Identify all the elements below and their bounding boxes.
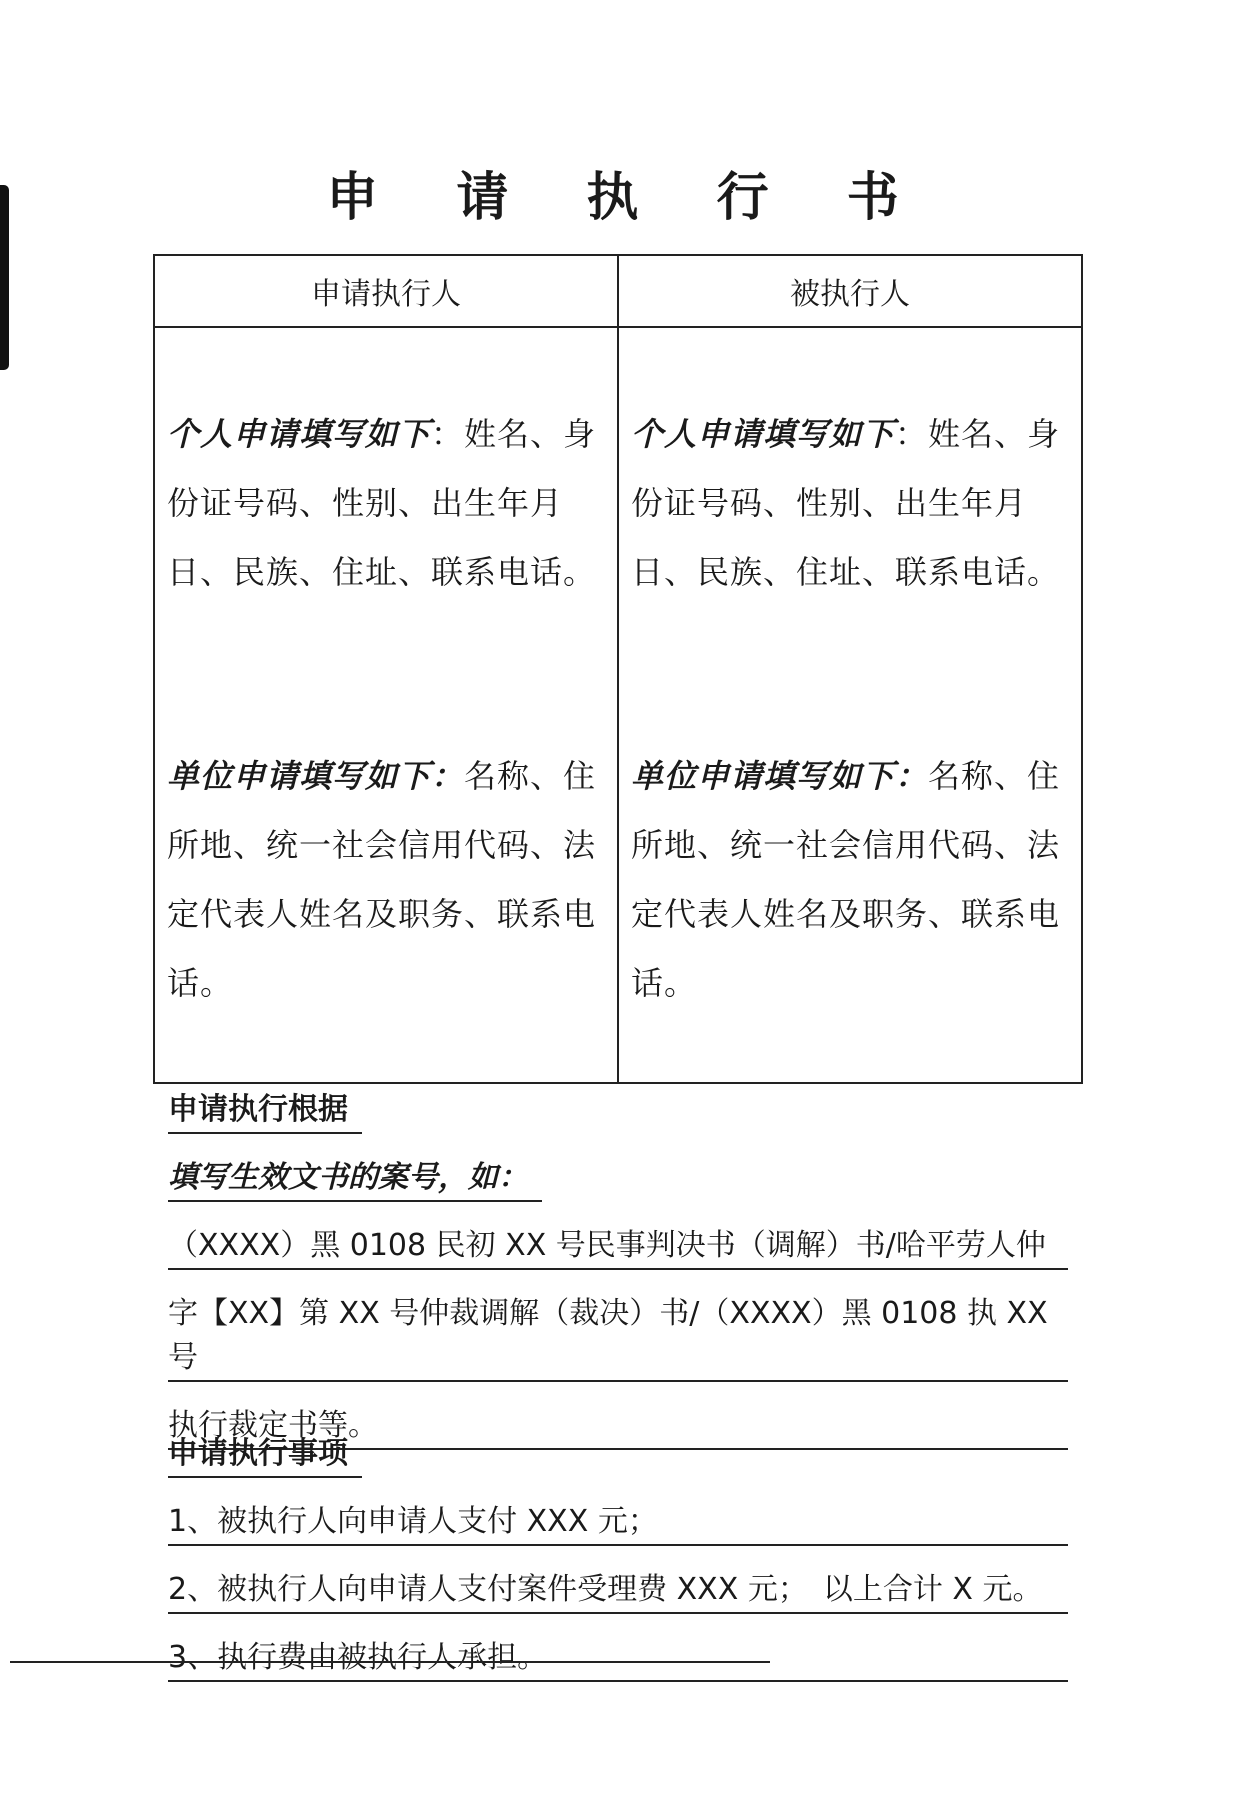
basis-instruction: 填写生效文书的案号，如：	[168, 1156, 542, 1202]
matters-heading: 申请执行事项	[168, 1432, 362, 1478]
applicant-cell	[154, 327, 618, 1083]
applicant-individual-lead: 个人申请填写如下	[167, 415, 432, 453]
basis-line-3: 执行裁定书等。	[168, 1404, 1068, 1450]
applicant-org-lead: 单位申请填写如下：	[167, 757, 465, 795]
respondent-individual-text: ：姓名、身份证号码、性别、出生年月日、民族、住址、联系电话。	[631, 415, 1061, 591]
matters-item-1: 1、被执行人向申请人支付 XXX 元；	[168, 1500, 1068, 1546]
table-header-row	[154, 255, 1082, 327]
matters-item-2: 2、被执行人向申请人支付案件受理费 XXX 元； 以上合计 X 元。	[168, 1568, 1068, 1614]
document-title: 申 请 执 行 书	[326, 167, 929, 228]
applicant-org-block	[167, 742, 605, 1018]
respondent-header: 被执行人	[618, 255, 1082, 327]
basis-line-2: 字【XX】第 XX 号仲裁调解（裁决）书/（XXXX）黑 0108 执 XX 号	[168, 1292, 1068, 1382]
respondent-individual-block	[631, 400, 1069, 607]
respondent-org-block	[631, 742, 1069, 1018]
basis-section	[168, 1088, 1068, 1450]
respondent-individual-lead: 个人申请填写如下	[631, 415, 896, 453]
respondent-org-text: 名称、住所地、统一社会信用代码、法定代表人姓名及职务、联系电话。	[631, 757, 1061, 1002]
applicant-individual-text: ：姓名、身份证号码、性别、出生年月日、民族、住址、联系电话。	[167, 415, 597, 591]
table-body-row	[154, 327, 1082, 1083]
basis-heading: 申请执行根据	[168, 1088, 362, 1134]
respondent-cell	[618, 327, 1082, 1083]
strike-through-line	[10, 1661, 770, 1663]
respondent-org-lead: 单位申请填写如下：	[631, 757, 929, 795]
matters-section	[168, 1432, 1068, 1682]
parties-table	[153, 254, 1083, 1084]
matters-item-3: 3、执行费由被执行人承担。	[168, 1636, 1068, 1682]
applicant-header: 申请执行人	[154, 255, 618, 327]
applicant-individual-block	[167, 400, 605, 607]
basis-line-1: （XXXX）黑 0108 民初 XX 号民事判决书（调解）书/哈平劳人仲	[168, 1224, 1068, 1270]
applicant-org-text: 名称、住所地、统一社会信用代码、法定代表人姓名及职务、联系电话。	[167, 757, 597, 1002]
